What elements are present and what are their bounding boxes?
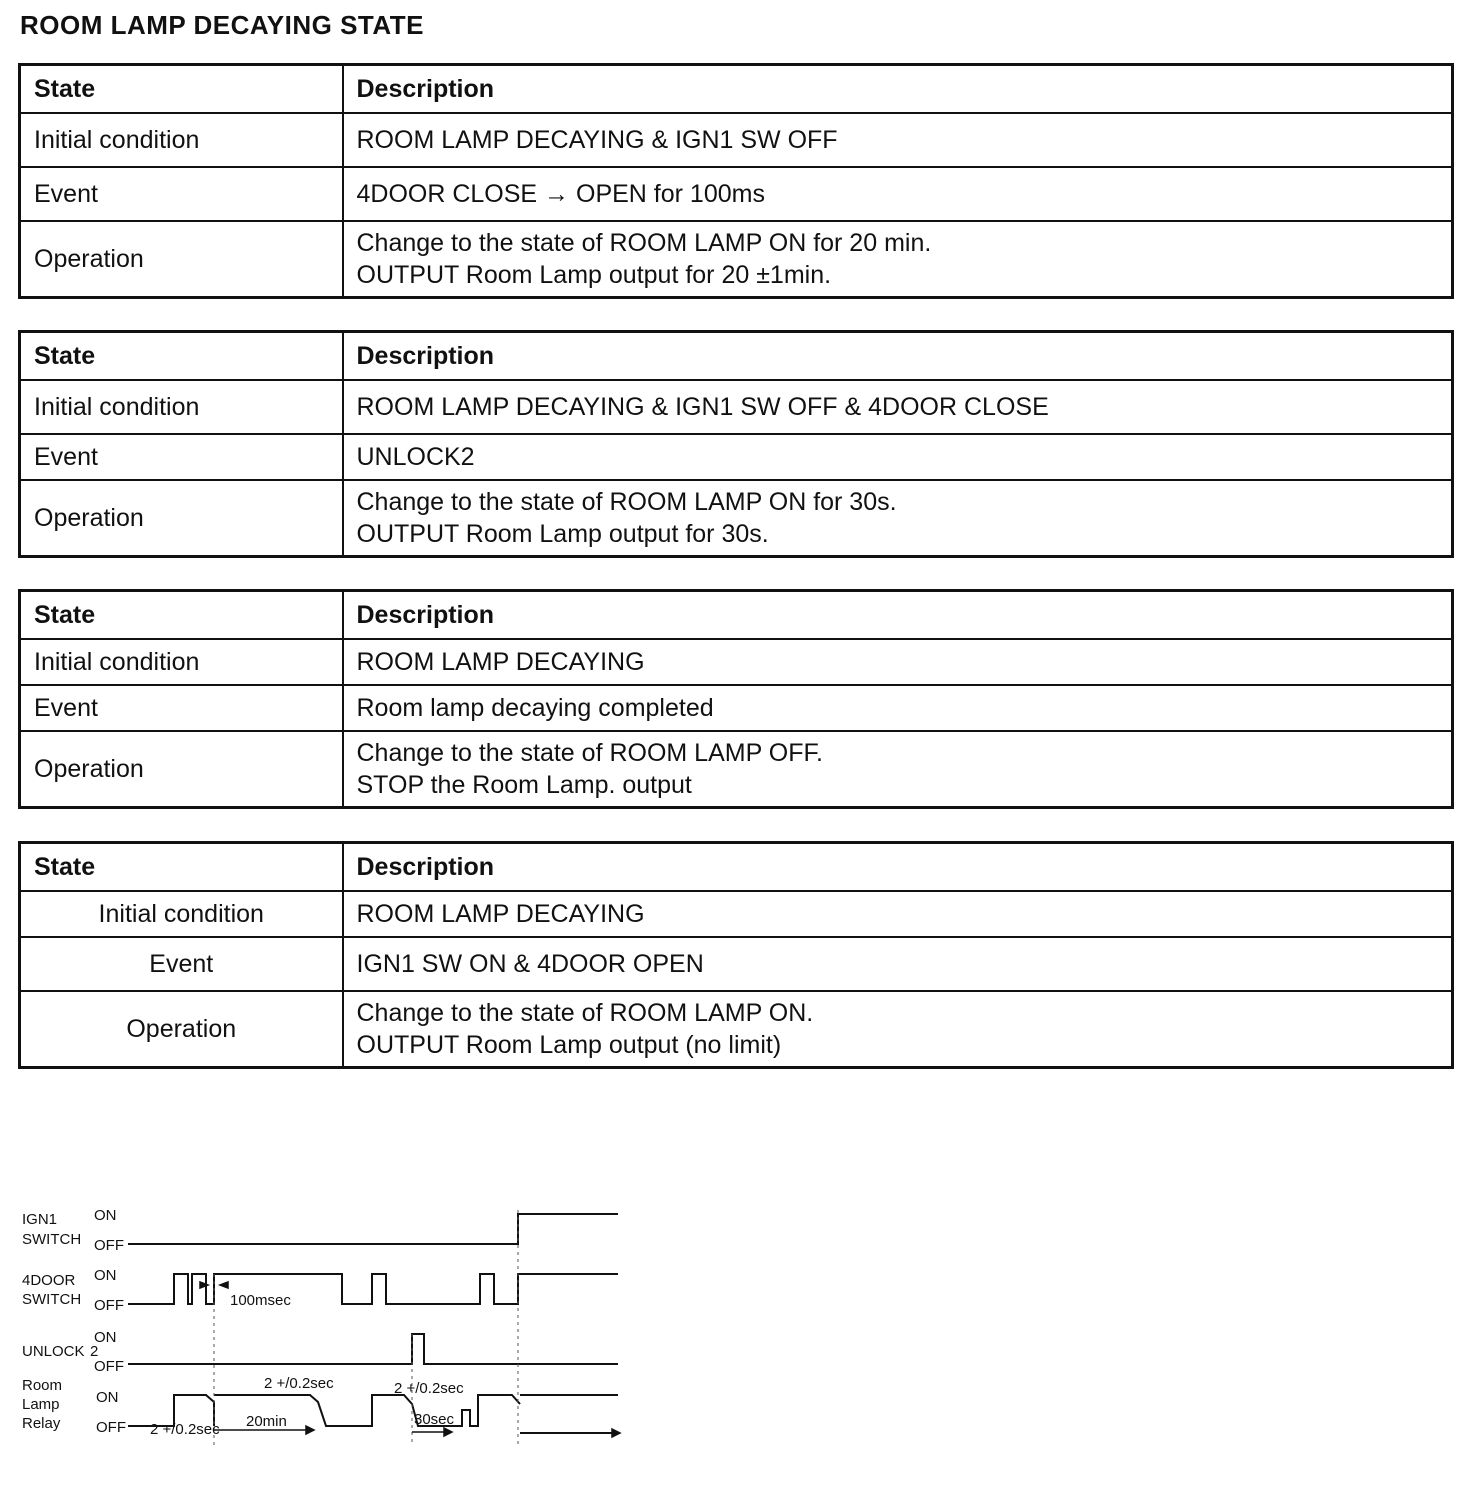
description-line: Room lamp decaying completed — [356, 694, 714, 722]
ign1-waveform — [128, 1214, 618, 1244]
row-label: Initial condition — [20, 891, 343, 937]
description-header: Description — [343, 591, 1453, 640]
relay-off: OFF — [96, 1419, 126, 1436]
unlock-on: ON — [94, 1329, 117, 1346]
description-line: 4DOOR CLOSE → OPEN for 100ms — [356, 180, 765, 208]
row-description — [343, 937, 1453, 991]
decay-annotation: 2 +/0.2sec — [394, 1380, 464, 1397]
row-label: Event — [20, 167, 343, 221]
unlock-waveform — [128, 1334, 618, 1364]
row-description — [343, 113, 1453, 167]
table-row — [20, 380, 1453, 434]
description-line: Change to the state of ROOM LAMP ON. — [356, 999, 814, 1027]
description-line: ROOM LAMP DECAYING — [356, 648, 645, 676]
ign1-off: OFF — [94, 1237, 124, 1254]
row-description — [343, 221, 1453, 298]
row-label: Event — [20, 434, 343, 480]
table-row — [20, 113, 1453, 167]
unlock-off: OFF — [94, 1358, 124, 1375]
table-row — [20, 731, 1453, 808]
row-description — [343, 891, 1453, 937]
duration-annotation: 20min — [246, 1413, 287, 1430]
ign1-label: IGN1 — [22, 1211, 58, 1228]
row-label: Initial condition — [20, 639, 343, 685]
table-row — [20, 480, 1453, 557]
decay-annotation: 2 +/0.2sec — [150, 1421, 220, 1438]
description-line: UNLOCK2 — [356, 443, 475, 471]
door-label: 4DOOR — [22, 1272, 76, 1289]
table-row — [20, 221, 1453, 298]
table-row — [20, 937, 1453, 991]
row-description — [343, 434, 1453, 480]
state-table-2 — [18, 330, 1454, 558]
state-header: State — [20, 332, 343, 381]
relay-on: ON — [96, 1389, 119, 1406]
row-label: Operation — [20, 480, 343, 557]
row-description — [343, 731, 1453, 808]
state-table-3 — [18, 589, 1454, 809]
arrow-head — [306, 1426, 314, 1434]
description-line: OUTPUT Room Lamp output (no limit) — [356, 1031, 782, 1059]
unlock-label: UNLOCK — [22, 1343, 85, 1360]
row-description — [343, 167, 1453, 221]
table-header-row — [20, 843, 1453, 892]
row-description — [343, 380, 1453, 434]
table-row — [20, 639, 1453, 685]
row-label: Operation — [20, 221, 343, 298]
description-line: ROOM LAMP DECAYING — [356, 900, 645, 928]
table-header-row — [20, 332, 1453, 381]
row-description — [343, 685, 1453, 731]
door-waveform — [128, 1274, 618, 1304]
duration-annotation: 30sec — [414, 1411, 455, 1428]
unlock-index: 2 — [90, 1343, 99, 1360]
row-label: Initial condition — [20, 380, 343, 434]
table-header-row — [20, 591, 1453, 640]
state-table-4 — [18, 841, 1454, 1069]
description-header: Description — [343, 843, 1453, 892]
state-header: State — [20, 843, 343, 892]
relay-label: Relay — [22, 1415, 61, 1432]
ign1-on: ON — [94, 1207, 117, 1224]
arrow-head — [220, 1282, 228, 1288]
table-row — [20, 685, 1453, 731]
table-row — [20, 991, 1453, 1068]
table-header-row — [20, 65, 1453, 114]
row-label: Operation — [20, 731, 343, 808]
door-off: OFF — [94, 1297, 124, 1314]
arrow-head — [612, 1429, 620, 1437]
decay-annotation: 2 +/0.2sec — [264, 1375, 334, 1392]
description-line: Change to the state of ROOM LAMP OFF. — [356, 739, 823, 767]
description-line: OUTPUT Room Lamp output for 20 ±1min. — [356, 261, 832, 289]
relay-label: Lamp — [22, 1396, 60, 1413]
relay-label: Room — [22, 1377, 63, 1394]
description-line: ROOM LAMP DECAYING & IGN1 SW OFF & 4DOOR CLOSE — [356, 393, 1049, 421]
row-description — [343, 480, 1453, 557]
arrow-head — [444, 1428, 452, 1436]
description-line: STOP the Room Lamp. output — [356, 771, 692, 799]
timing-diagram — [0, 1190, 660, 1460]
table-row — [20, 891, 1453, 937]
page-title: ROOM LAMP DECAYING STATE — [20, 10, 424, 40]
description-line: IGN1 SW ON & 4DOOR OPEN — [356, 950, 704, 978]
description-header: Description — [343, 65, 1453, 114]
row-label: Event — [20, 937, 343, 991]
state-header: State — [20, 591, 343, 640]
row-label: Operation — [20, 991, 343, 1068]
table-row — [20, 434, 1453, 480]
row-label: Initial condition — [20, 113, 343, 167]
door-on: ON — [94, 1267, 117, 1284]
description-line: Change to the state of ROOM LAMP ON for 20 min. — [356, 229, 932, 257]
description-line: OUTPUT Room Lamp output for 30s. — [356, 520, 769, 548]
row-description — [343, 639, 1453, 685]
ign1-label: SWITCH — [22, 1231, 82, 1248]
row-description — [343, 991, 1453, 1068]
state-table-1 — [18, 63, 1454, 299]
row-label: Event — [20, 685, 343, 731]
description-header: Description — [343, 332, 1453, 381]
door-delay-annotation: 100msec — [230, 1292, 291, 1309]
table-row — [20, 167, 1453, 221]
description-line: Change to the state of ROOM LAMP ON for 30s. — [356, 488, 897, 516]
description-line: ROOM LAMP DECAYING & IGN1 SW OFF — [356, 126, 838, 154]
door-label: SWITCH — [22, 1291, 82, 1308]
state-header: State — [20, 65, 343, 114]
